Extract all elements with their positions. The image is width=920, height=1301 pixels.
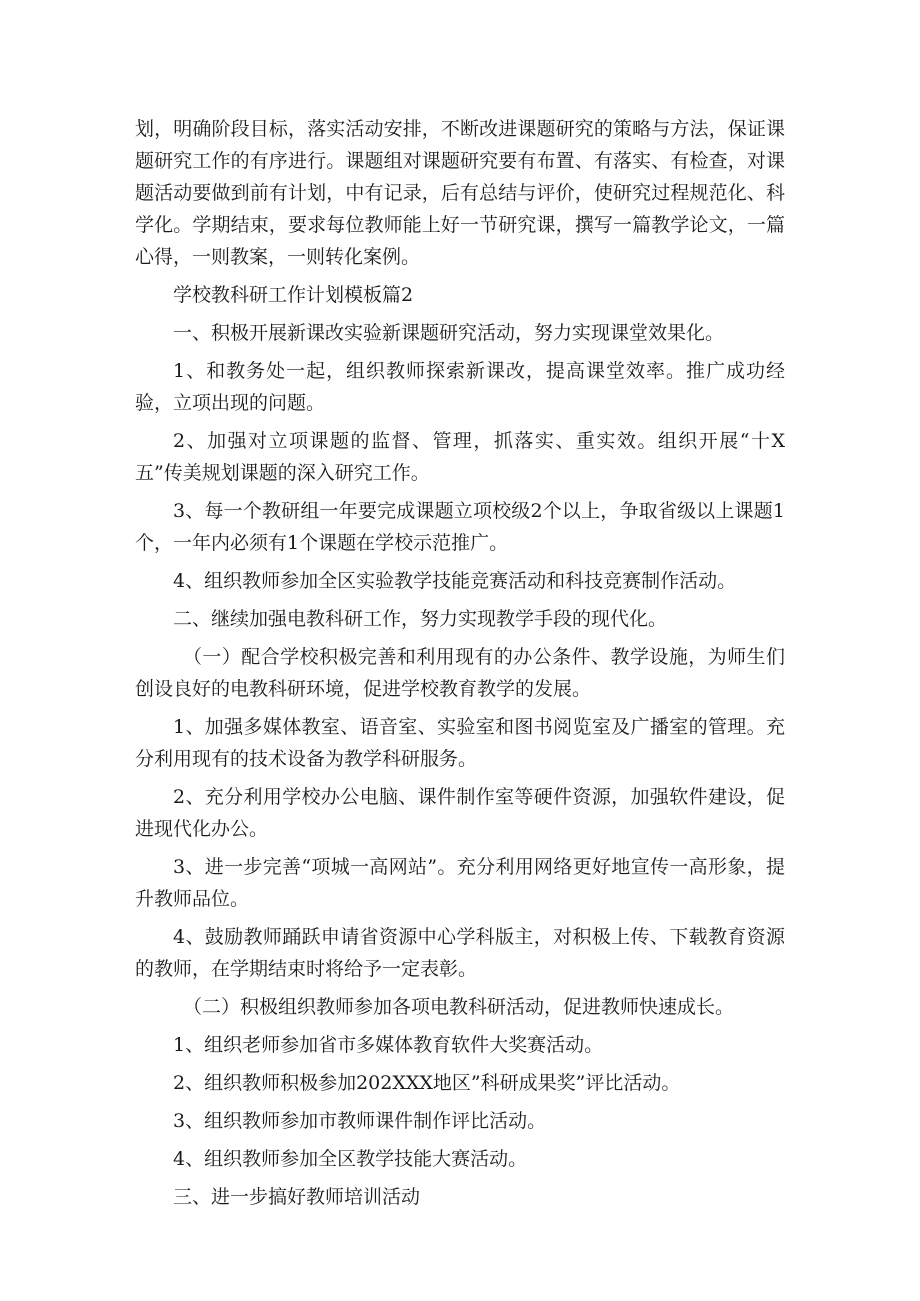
list-item: 1、组织老师参加省市多媒体教育软件大奖赛活动。 bbox=[173, 1034, 604, 1056]
list-item: 4、鼓励教师踊跃申请省资源中心学科版主，对积极上传、下载教育资源的教师，在学期结束时将给予一定表彰。 bbox=[135, 926, 785, 980]
list-item: 2、加强对立项课题的监督、管理，抓落实、重实效。组织开展“十X五”传美规划课题的深入研究工作。 bbox=[135, 430, 785, 484]
list-item: 3、每一个教研组一年要完成课题立项校级2个以上，争取省级以上课题1个，一年内必须有1个课题在学校示范推广。 bbox=[135, 500, 785, 554]
list-item: 3、进一步完善“项城一高网站”。充分利用网络更好地宣传一高形象，提升教师品位。 bbox=[135, 856, 785, 910]
list-item: 1、和教务处一起，组织教师探索新课改，提高课堂效率。推广成功经验，立项出现的问题。 bbox=[135, 360, 785, 414]
subheading-2: （二）积极组织教师参加各项电教科研活动，促进教师快速成长。 bbox=[183, 996, 735, 1018]
list-item: 1、加强多媒体教室、语音室、实验室和图书阅览室及广播室的管理。充分利用现有的技术设备为教学科研服务。 bbox=[135, 716, 785, 770]
list-item: 4、组织教师参加全区教学技能大赛活动。 bbox=[173, 1148, 528, 1170]
subheading-1: （一）配合学校积极完善和利用现有的办公条件、教学设施，为师生们创设良好的电教科研环境，促进学校教育教学的发展。 bbox=[135, 646, 785, 700]
list-item: 4、组织教师参加全区实验教学技能竞赛活动和科技竞赛制作活动。 bbox=[173, 570, 737, 592]
list-item: 2、组织教师积极参加202XXX地区”科研成果奖”评比活动。 bbox=[173, 1072, 681, 1094]
heading-2: 二、继续加强电教科研工作，努力实现教学手段的现代化。 bbox=[173, 608, 668, 630]
section-title: 学校教科研工作计划模板篇2 bbox=[173, 284, 414, 306]
list-item: 2、充分利用学校办公电脑、课件制作室等硬件资源，加强软件建设，促进现代化办公。 bbox=[135, 786, 785, 840]
list-item: 3、组织教师参加市教师课件制作评比活动。 bbox=[173, 1110, 547, 1132]
paragraph-continuation: 划，明确阶段目标，落实活动安排，不断改进课题研究的策略与方法，保证课题研究工作的有序进行。课题组对课题研究要有布置、有落实、有检查，对课题活动要做到前有计划，中有记录，后有总结与评价，使研究过程规范化、科学化。学期结束，要求每位教师能上好一节研究课，撰写一篇教学论文，一篇心得，一则教案，一则转化案例。 bbox=[135, 118, 785, 268]
heading-3: 三、进一步搞好教师培训活动 bbox=[173, 1186, 421, 1208]
heading-1: 一、积极开展新课改实验新课题研究活动，努力实现课堂效果化。 bbox=[173, 322, 725, 344]
